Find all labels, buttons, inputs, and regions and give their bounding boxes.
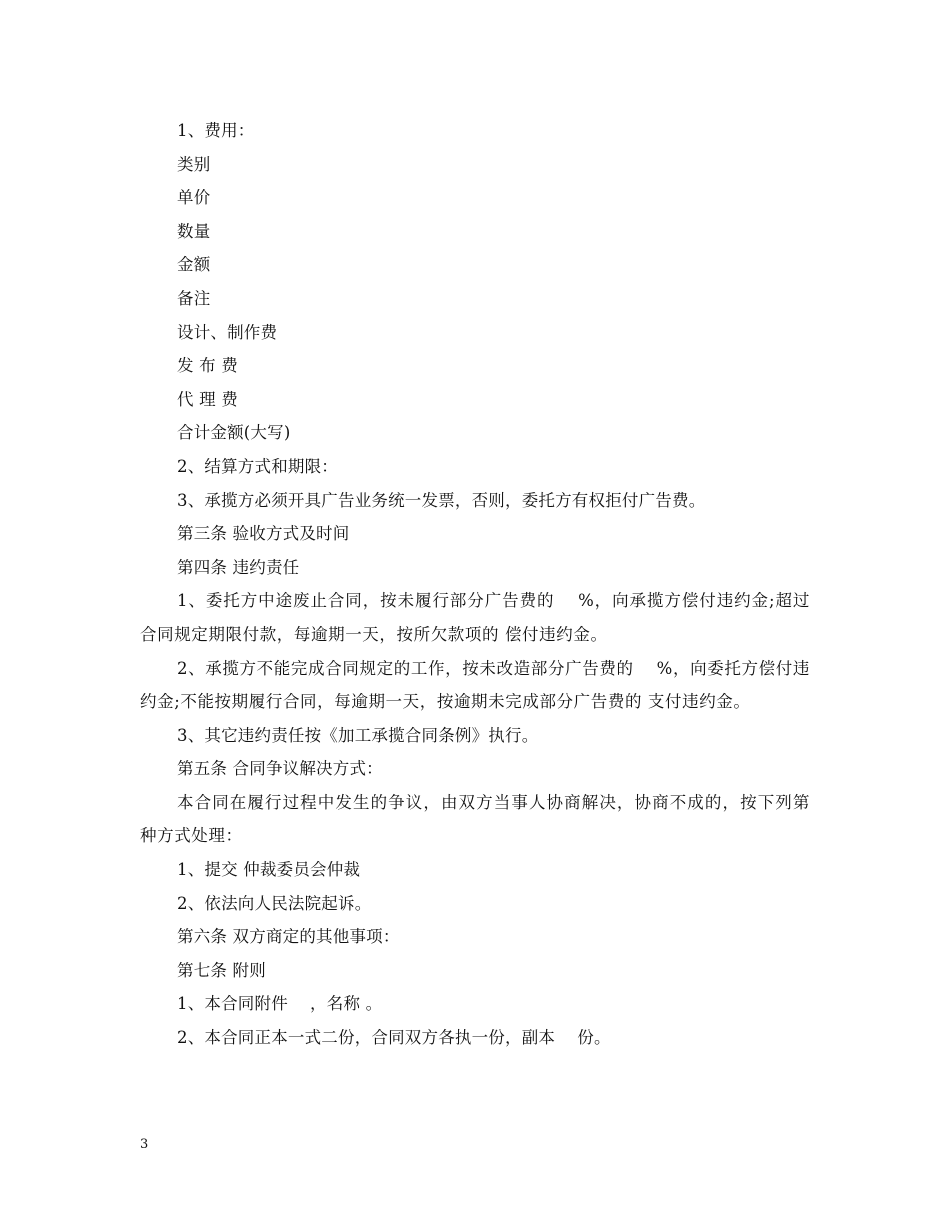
document-body [140,114,810,1055]
article-five-heading: 第五条 合同争议解决方式： [177,759,383,779]
attachments-line: 1、本合同附件 ，名称 。 [177,994,383,1014]
fee-total-amount: 合计金额(大写) [177,423,291,443]
fee-column-category: 类别 [177,154,211,174]
other-liability-line: 3、其它违约责任按《加工承揽合同条例》执行。 [177,725,539,745]
arbitration-option: 1、提交 仲裁委员会仲裁 [177,860,361,880]
article-seven-heading: 第七条 附则 [177,960,266,980]
fees-heading: 1、费用： [177,121,255,140]
dispute-resolution-paragraph: 本合同在履行过程中发生的争议，由双方当事人协商解决，协商不成的，按下列第 种方式处理： [140,792,810,846]
article-four-heading: 第四条 违约责任 [177,557,300,577]
settlement-method: 2、结算方式和期限： [177,456,338,476]
copies-line: 2、本合同正本一式二份，合同双方各执一份，副本 份。 [177,1028,611,1048]
fee-column-unit-price: 单价 [177,188,211,208]
fee-column-quantity: 数量 [177,221,211,241]
breach-client-paragraph: 1、委托方中途废止合同，按未履行部分广告费的 %，向承揽方偿付违约金;超过合同规定期限付款，每逾期一天，按所欠款项的 偿付违约金。 [140,591,810,644]
breach-contractor-paragraph: 2、承揽方不能完成合同规定的工作，按未改造部分广告费的 %，向委托方偿付违约金;不能按期履行合同，每逾期一天，按逾期未完成部分广告费的 支付违约金。 [140,658,810,712]
fee-item-agency: 代 理 费 [177,389,238,409]
fee-column-remarks: 备注 [177,288,211,308]
fee-item-design-production: 设计、制作费 [177,322,278,342]
fee-item-publishing: 发 布 费 [177,356,238,376]
page-number: 3 [140,1137,149,1152]
article-six-heading: 第六条 双方商定的其他事项： [177,927,400,947]
fee-column-amount: 金额 [177,255,211,275]
court-option: 2、依法向人民法院起诉。 [177,893,372,913]
article-three-heading: 第三条 验收方式及时间 [177,524,350,544]
invoice-requirement: 3、承揽方必须开具广告业务统一发票，否则，委托方有权拒付广告费。 [177,490,706,510]
